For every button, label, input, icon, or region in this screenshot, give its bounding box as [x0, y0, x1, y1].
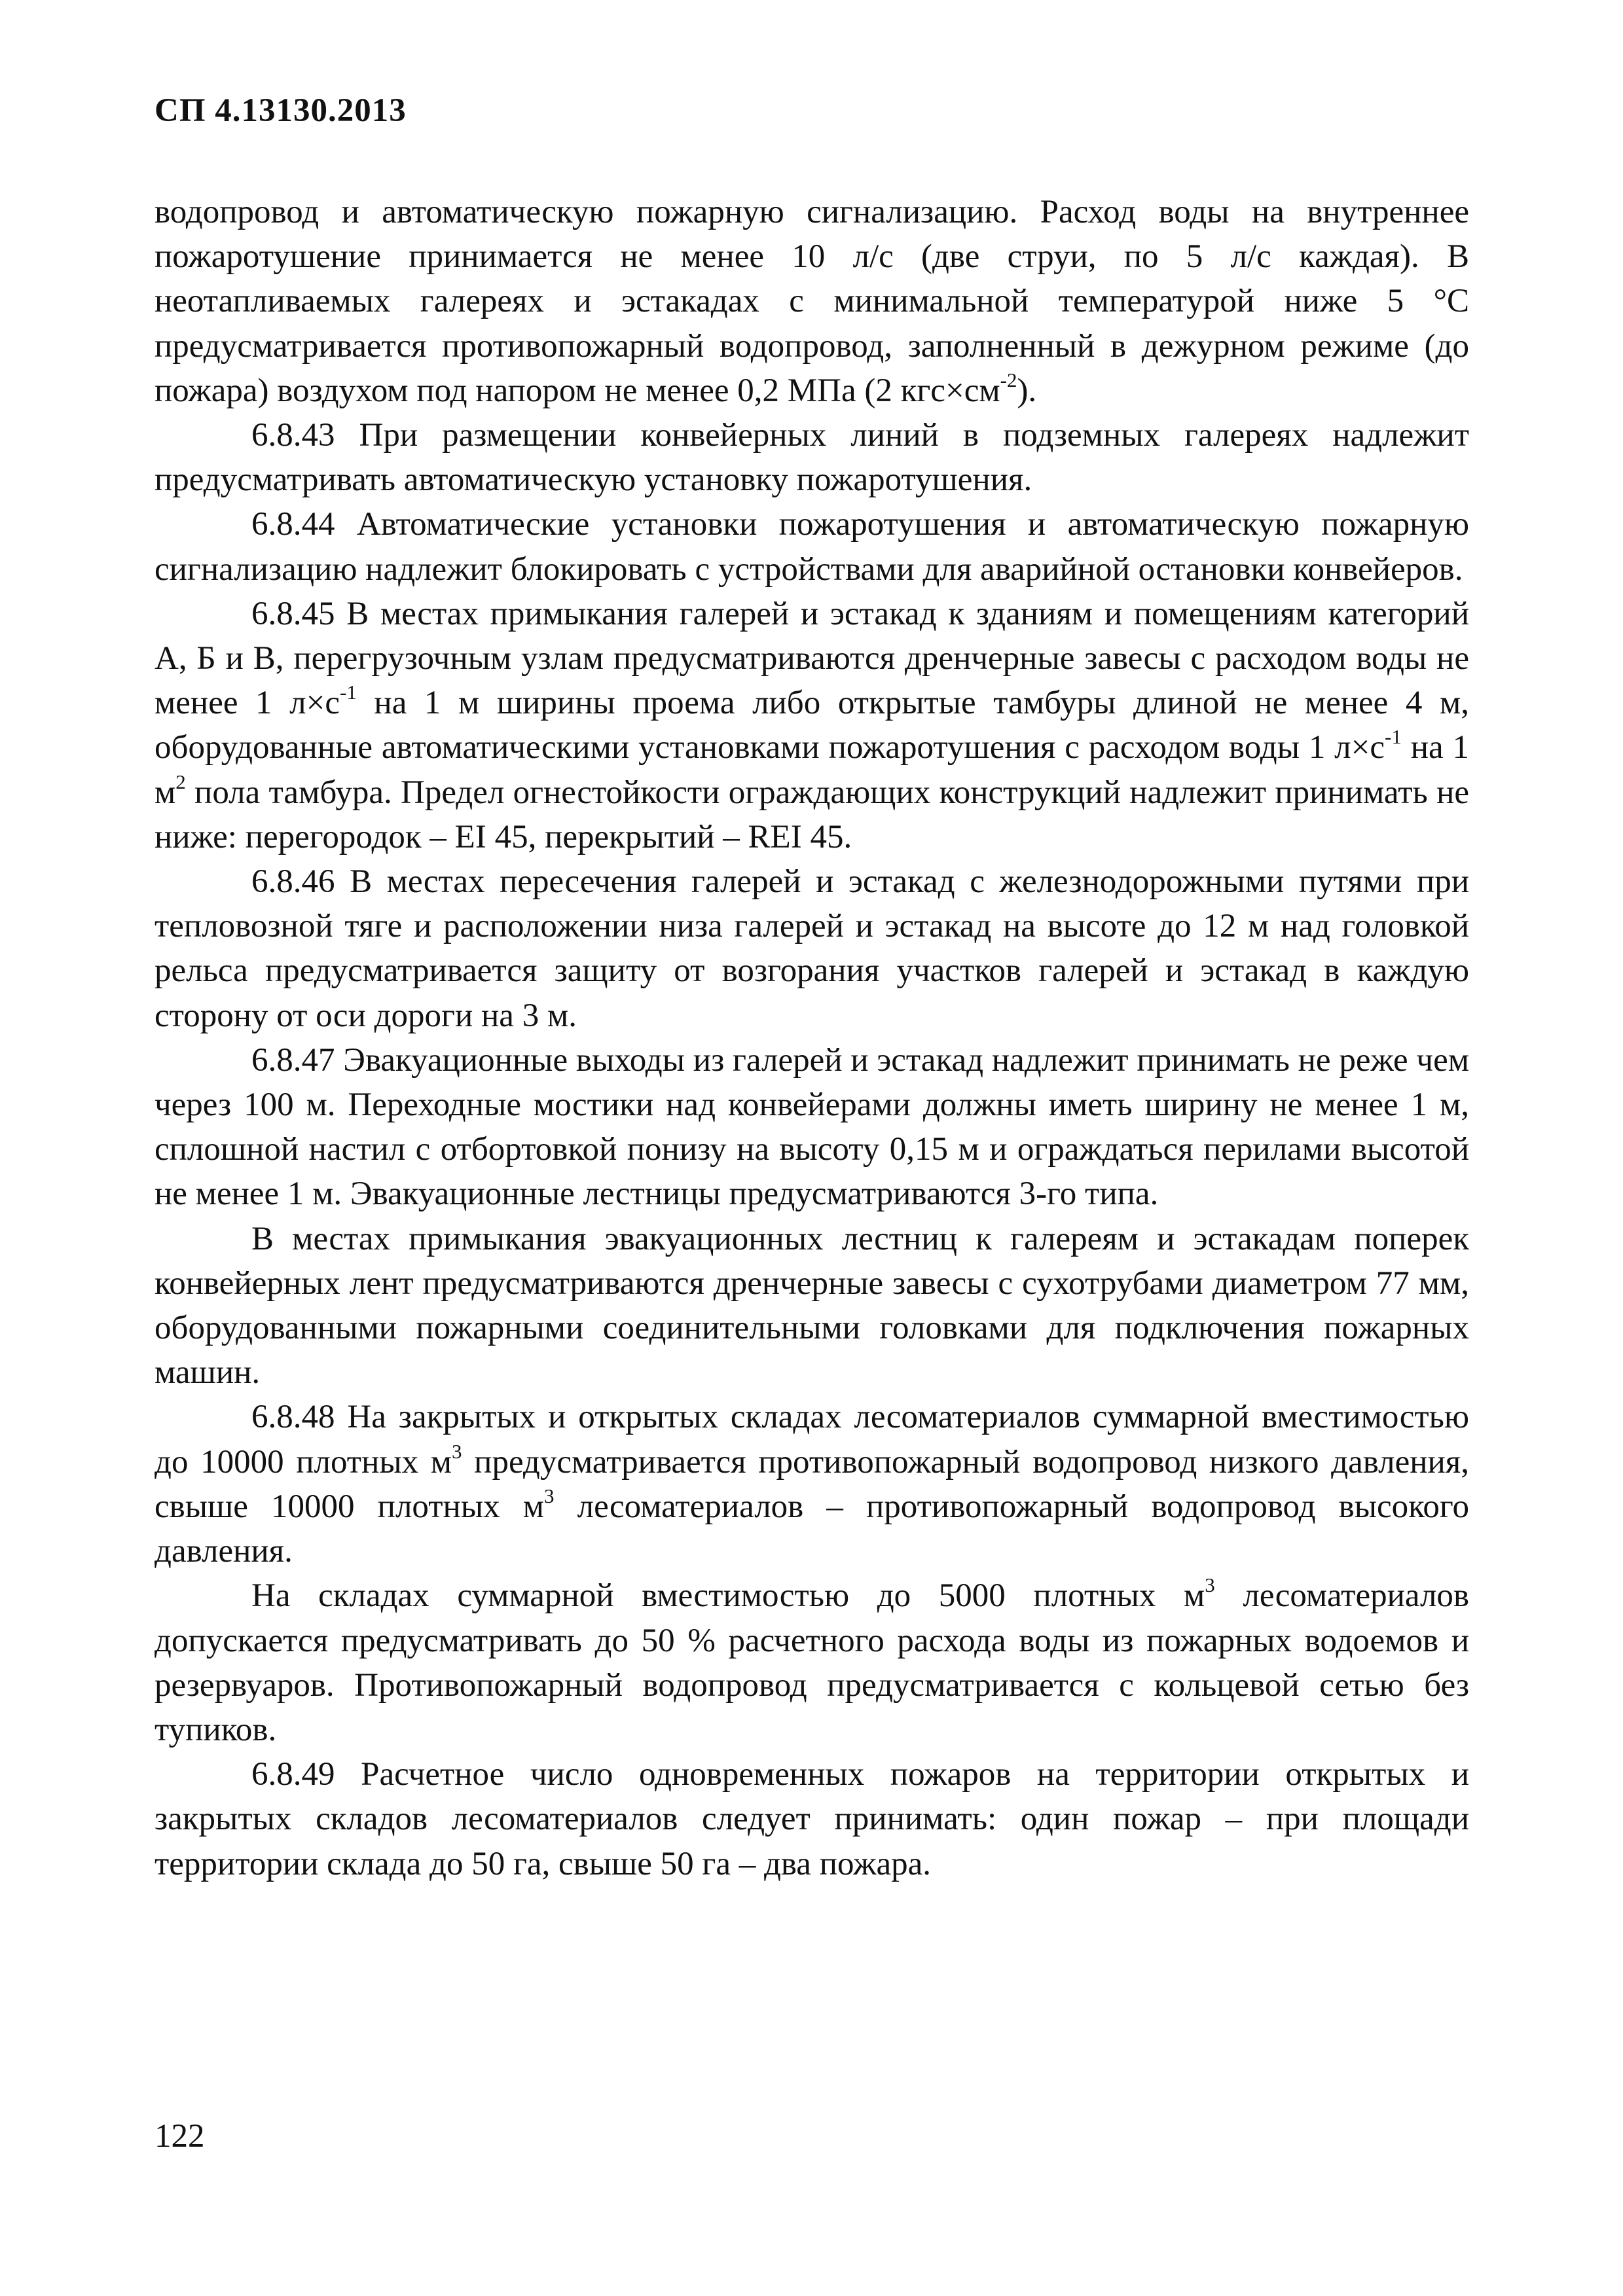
text-run: пола тамбура. Предел огнестойкости ограждающих конструкций надлежит принимать не ниже: перегородок – EI 45, перекрытий – REI 45.: [155, 774, 1469, 855]
superscript: -1: [1385, 725, 1402, 749]
document-body: [155, 190, 1469, 1886]
paragraph-small-warehouses: [155, 1573, 1469, 1752]
superscript: -2: [1000, 368, 1017, 391]
text-run: На складах суммарной вместимостью до 5000 плотных м: [251, 1577, 1205, 1615]
text-run: лесоматериалов допускается предусматривать до 50 % расчетного расхода воды из пожарных водоемов и резервуаров. Противопожарный водопровод предусматривается с кольцевой сетью без тупиков.: [155, 1577, 1469, 1748]
paragraph-6-8-44: 6.8.44 Автоматические установки пожаротушения и автоматическую пожарную сигнализацию надлежит блокировать с устройствами для аварийной остановки конвейеров.: [155, 506, 1469, 588]
paragraph-6-8-45: [155, 592, 1469, 859]
paragraph-continuation: [155, 190, 1469, 413]
paragraph-6-8-47: 6.8.47 Эвакуационные выходы из галерей и эстакад надлежит принимать не реже чем через 100 м. Переходные мостики над конвейерами должны иметь ширину не менее 1 м, сплошной настил с отбортовкой понизу на высоту 0,15 м и ограждаться перилами высотой не менее 1 м. Эвакуационные лестницы предусматриваются 3-го типа.: [155, 1041, 1469, 1213]
text-run: на 1 м ширины проема либо открытые тамбуры длиной не менее 4 м, оборудованные автоматическими установками пожаротушения с расходом воды 1 л×с: [155, 685, 1469, 766]
text-run: лесоматериалов – противопожарный водопровод высокого давления.: [155, 1488, 1469, 1570]
paragraph-6-8-43: 6.8.43 При размещении конвейерных линий в подземных галереях надлежит предусматривать автоматическую установку пожаротушения.: [155, 417, 1469, 499]
text-run: 6.8.45 В местах примыкания галерей и эстакад к зданиям и помещениям категорий А, Б и В, перегрузочным узлам предусматриваются дренчерные завесы с расходом воды не менее 1 л×с: [155, 595, 1469, 722]
paragraph-evacuation-stairs: В местах примыкания эвакуационных лестниц к галереям и эстакадам поперек конвейерных лент предусматриваются дренчерные завесы с сухотрубами диаметром 77 мм, оборудованными пожарными соединительными головками для подключения пожарных машин.: [155, 1220, 1469, 1391]
text-run: на 1 м: [155, 729, 1469, 811]
text-run: ).: [1017, 372, 1037, 409]
text-run: водопровод и автоматическую пожарную сигнализацию. Расход воды на внутреннее пожаротушение принимается не менее 10 л/с (две струи, по 5 л/с каждая). В неотапливаемых галереях и эстакадах с минимальной температурой ниже 5 °С предусматривается противопожарный водопровод, заполненный в дежурном режиме (до пожара) воздухом под напором не менее 0,2 МПа (2 кгс×см: [155, 194, 1469, 409]
superscript: 3: [544, 1484, 555, 1507]
page-number: 122: [155, 2118, 205, 2155]
superscript: 3: [452, 1439, 462, 1463]
text-run: предусматривается противопожарный водопровод низкого давления, свыше 10000 плотных м: [155, 1443, 1469, 1525]
superscript: 3: [1205, 1573, 1215, 1597]
paragraph-6-8-46: 6.8.46 В местах пересечения галерей и эстакад с железнодорожными путями при тепловозной тяге и расположении низа галерей и эстакад на высоте до 12 м над головкой рельса предусматривается защиту от возгорания участков галерей и эстакад в каждую сторону от оси дороги на 3 м.: [155, 863, 1469, 1034]
paragraph-6-8-48: [155, 1395, 1469, 1573]
paragraph-6-8-49: 6.8.49 Расчетное число одновременных пожаров на территории открытых и закрытых складов лесоматериалов следует принимать: один пожар – при площади территории склада до 50 га, свыше 50 га – два пожара.: [155, 1756, 1469, 1882]
text-run: 6.8.48 На закрытых и открытых складах лесоматериалов суммарной вместимостью до 10000 плотных м: [155, 1399, 1469, 1480]
superscript: 2: [175, 770, 186, 793]
document-code-header: СП 4.13130.2013: [155, 92, 407, 129]
superscript: -1: [340, 681, 357, 704]
